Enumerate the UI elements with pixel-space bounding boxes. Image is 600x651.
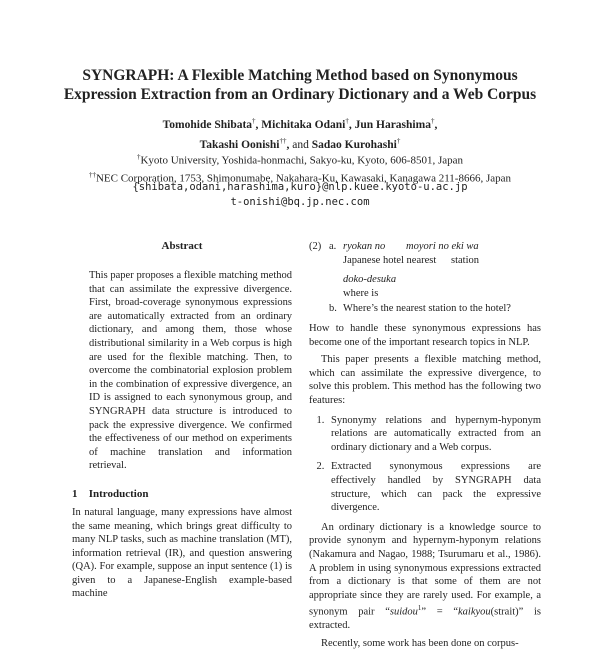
- term-suidou: suidou: [389, 606, 418, 618]
- email-addresses: [30, 180, 570, 210]
- affiliation-text: Kyoto University, Yoshida-honmachi, Sakyo-ku, Kyoto, 606-8501, Japan: [140, 154, 464, 167]
- paragraph-text: ” = “: [421, 606, 458, 618]
- author-name: Takashi Oonishi: [199, 138, 280, 151]
- example-2: [309, 240, 541, 322]
- title-line-1: SYNGRAPH: A Flexible Matching Method based on Synonymous: [82, 67, 518, 84]
- right-paragraph-3: [309, 521, 541, 633]
- footnote-marker: 1: [417, 604, 422, 613]
- example-gloss: Japanese hotel nearest: [343, 255, 437, 266]
- feature-item: 2. Extracted synonymous expressions are effectively handled by SYNGRAPH data structure, which can pack the expressive divergence.: [327, 460, 541, 514]
- example-word-moyori: moyori no eki wa: [406, 241, 479, 252]
- paragraph-text: (strait)” is extracted.: [309, 606, 541, 632]
- abstract-body: This paper proposes a flexible matching method that can assimilate the expressive divergence. First, broad-coverage synonymous expressions are automatically extracted from an ordinary dictionary, and among them, those whose distributional similarity in a Web corpus is high are used for the flexible matching. Then, to overcome the combinatorial explosion problem in the combination of expressive divergence, an ID is assigned to each synonymous group, and SYNGRAPH data structure is introduced to pack the expressive divergence. We confirmed the effectiveness of our method on experiments of machine translation and information retrieval.: [89, 270, 292, 472]
- paper-title: [40, 66, 560, 104]
- example-gloss-where: where is: [343, 288, 379, 299]
- term-kaikyou: kaikyou: [458, 606, 491, 618]
- section-number: 1: [72, 487, 78, 500]
- example-b-label: b.: [329, 303, 337, 314]
- example-word-ryokan: ryokan no: [343, 241, 386, 252]
- authors-line-1: Tomohide Shibata†, Michitaka Odani†, Jun Harashima†,: [162, 117, 438, 131]
- right-column: [309, 240, 541, 651]
- right-paragraph-2: This paper presents a flexible matching method, which can assimilate the expressive divergence, to solve this problem. This method has the following two features:: [309, 354, 541, 406]
- right-paragraph-1: How to handle these synonymous expressions has become one of the important research topics in NLP.: [309, 323, 541, 348]
- author-name: Michitaka Odani: [261, 118, 346, 131]
- affiliation-mark: ††: [279, 136, 287, 145]
- authors-line-2: Takashi Oonishi††, and Sadao Kurohashi†: [199, 136, 401, 151]
- example-a-label: a.: [329, 241, 337, 252]
- author-name: Tomohide Shibata: [162, 118, 253, 131]
- affiliation-mark: †: [345, 117, 349, 125]
- affiliation-mark: †: [136, 153, 141, 161]
- author-name: Jun Harashima: [354, 118, 431, 131]
- affiliation-1: [30, 150, 570, 168]
- author-name: Sadao Kurohashi: [311, 138, 397, 151]
- affiliation-mark: †: [252, 117, 256, 125]
- left-column: [72, 240, 292, 601]
- affiliation-mark: †: [396, 136, 401, 145]
- affiliation-mark: ††: [88, 170, 96, 179]
- title-line-2: Expression Extraction from an Ordinary Dictionary and a Web Corpus: [63, 86, 537, 103]
- introduction-paragraph: In natural language, many expressions have almost the same meaning, which brings great difficulty to many NLP tasks, such as machine translation (MT), information retrieval (IR), and question answering (QA). For example, suppose an input sentence (1) is given to a Japanese-English example-based machine: [72, 506, 292, 600]
- feature-item: 1. Synonymy relations and hypernym-hyponym relations are automatically extracted from an ordinary dictionary and a Web corpus.: [327, 414, 541, 455]
- feature-list: [309, 414, 541, 515]
- section-title: Introduction: [88, 487, 149, 500]
- right-paragraph-4: Recently, some work has been done on corpus-: [321, 637, 519, 649]
- paragraph-text: An ordinary dictionary is a knowledge source to provide synonym and hypernym-hyponym relations (Nakamura and Nagao, 1988; Tsurumaru et al., 1986). A problem in using synonymous expressions extracted from a dictionary is that some of them are not appropriate since they are rarely used. For example, a synonym pair “: [309, 521, 541, 618]
- section-heading-introduction: [72, 488, 292, 500]
- affiliation-text: NEC Corporation, 1753, Shimonumabe, Nakahara-Ku, Kawasaki, Kanagawa 211-8666, Japan: [95, 172, 512, 185]
- author-separator: and: [292, 138, 309, 151]
- example-translation: Where’s the nearest station to the hotel?: [343, 303, 511, 314]
- author-list: [40, 113, 560, 153]
- email-line-1: {shibata,odani,harashima,kuro}@nlp.kuee.kyoto-u.ac.jp: [132, 181, 468, 193]
- abstract-heading: Abstract: [161, 240, 203, 252]
- example-word-doko: doko-desuka: [343, 274, 397, 285]
- email-line-2: t-onishi@bq.jp.nec.com: [230, 196, 370, 208]
- example-gloss-station: station: [451, 255, 479, 266]
- example-number: (2): [309, 241, 322, 252]
- affiliation-mark: †: [430, 117, 435, 125]
